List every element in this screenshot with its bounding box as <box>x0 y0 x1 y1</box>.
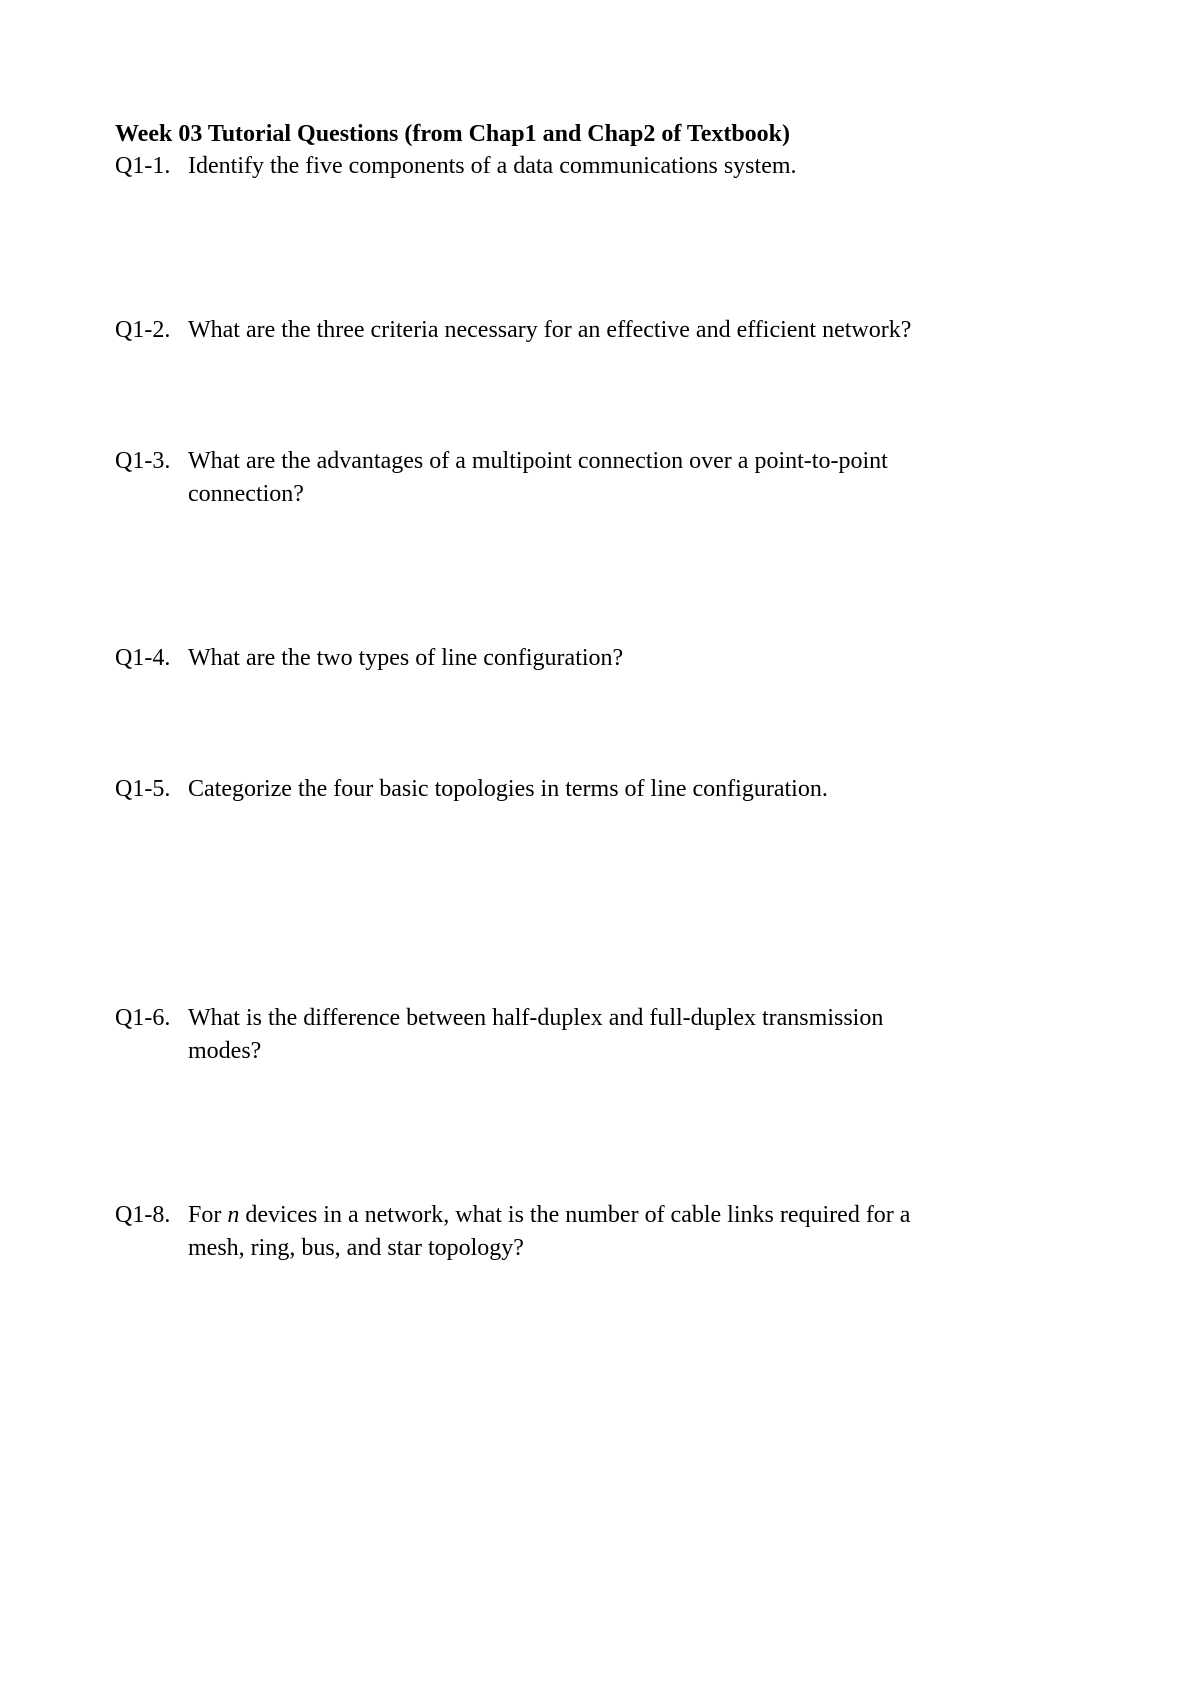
question-text: Identify the five components of a data communications system. <box>188 153 797 179</box>
question-number: Q1-4. <box>115 645 171 671</box>
document-title: Week 03 Tutorial Questions (from Chap1 and Chap2 of Textbook) <box>115 121 791 147</box>
question-text-start: For <box>188 1202 228 1228</box>
question-number: Q1-6. <box>115 1005 171 1031</box>
question-text: What is the difference between half-duplex and full-duplex transmission <box>188 1005 884 1031</box>
question-q1-6 <box>115 1002 883 1068</box>
question-text: What are the two types of line configuration? <box>188 645 624 671</box>
question-q1-3 <box>115 445 888 511</box>
question-number: Q1-8. <box>115 1202 171 1228</box>
question-number: Q1-1. <box>115 153 171 179</box>
question-q1-1 <box>115 150 797 183</box>
question-text-end: devices in a network, what is the number of cable links required for a <box>239 1202 911 1228</box>
question-q1-2 <box>115 314 911 347</box>
question-text-continued: modes? <box>188 1038 262 1064</box>
question-text-continued: mesh, ring, bus, and star topology? <box>188 1235 524 1261</box>
question-q1-4 <box>115 642 623 675</box>
question-number: Q1-2. <box>115 317 171 343</box>
question-number: Q1-5. <box>115 776 171 802</box>
question-text: What are the advantages of a multipoint connection over a point-to-point <box>188 448 888 474</box>
question-q1-8 <box>115 1199 910 1265</box>
question-number: Q1-3. <box>115 448 171 474</box>
question-text: Categorize the four basic topologies in terms of line configuration. <box>188 776 828 802</box>
question-text-continued: connection? <box>188 481 304 507</box>
question-q1-5 <box>115 773 828 806</box>
variable-n: n <box>227 1202 240 1228</box>
question-text: What are the three criteria necessary for an effective and efficient network? <box>188 317 912 343</box>
